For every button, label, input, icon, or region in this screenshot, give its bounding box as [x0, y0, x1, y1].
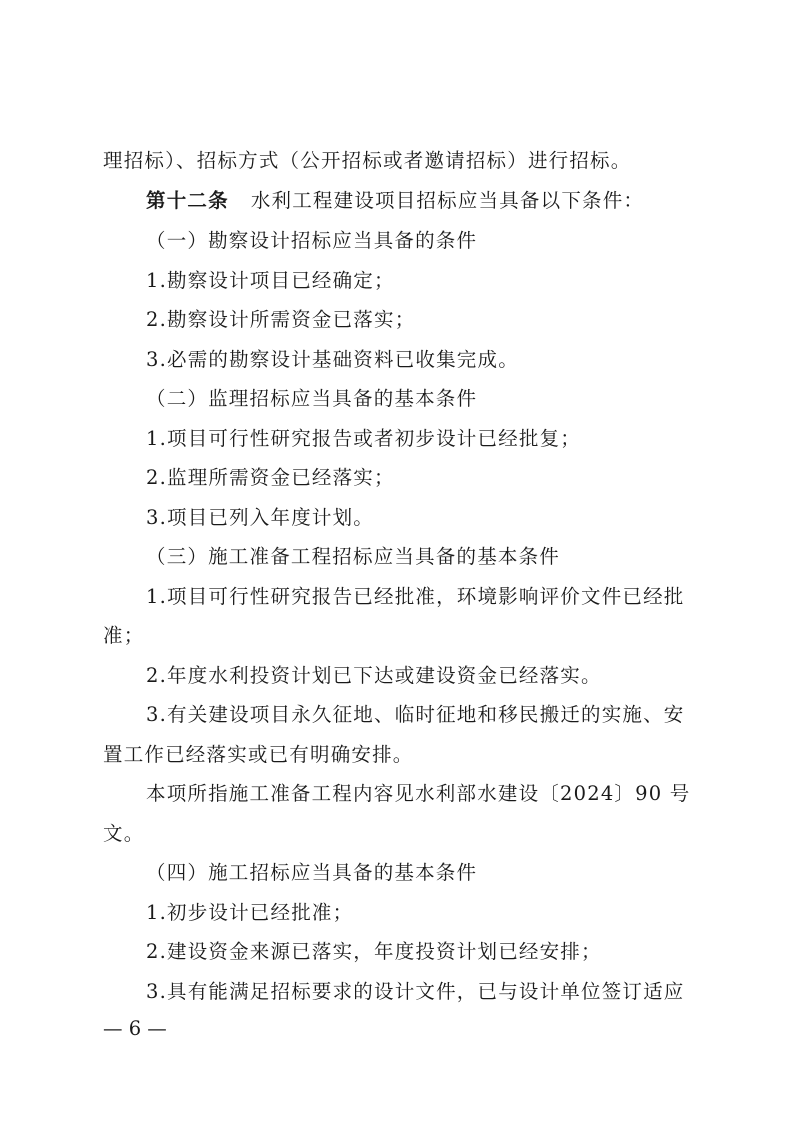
page-number: — 6 — [103, 1017, 167, 1040]
section-heading: （一）勘察设计招标应当具备的条件 [146, 229, 478, 252]
article-heading: 第十二条 [146, 189, 229, 212]
list-item: 3.必需的勘察设计基础资料已收集完成。 [146, 348, 519, 371]
article-text: 水利工程建设项目招标应当具备以下条件： [250, 189, 645, 212]
article-twelve-line [146, 187, 644, 215]
section-heading: （四）施工招标应当具备的基本条件 [146, 861, 478, 884]
paragraph-line: 本项所指施工准备工程内容见水利部水建设〔2024〕90 号 [146, 782, 691, 805]
list-item: 3.有关建设项目永久征地、临时征地和移民搬迁的实施、安 [146, 703, 685, 726]
list-item: 1.勘察设计项目已经确定； [146, 269, 395, 292]
list-item: 3.具有能满足招标要求的设计文件，已与设计单位签订适应 [146, 980, 685, 1003]
list-item-continuation: 置工作已经落实或已有明确安排。 [103, 743, 414, 766]
section-heading: （二）监理招标应当具备的基本条件 [146, 387, 478, 410]
list-item: 1.项目可行性研究报告已经批准，环境影响评价文件已经批 [146, 585, 685, 608]
list-item: 2.年度水利投资计划已下达或建设资金已经落实。 [146, 664, 602, 687]
paragraph-continuation: 文。 [103, 822, 145, 845]
section-heading: （三）施工准备工程招标应当具备的基本条件 [146, 545, 561, 568]
list-item-continuation: 准； [103, 624, 145, 647]
paragraph-line: 理招标）、招标方式（公开招标或者邀请招标）进行招标。 [103, 149, 632, 172]
list-item: 2.监理所需资金已经落实； [146, 466, 395, 489]
list-item: 3.项目已列入年度计划。 [146, 506, 375, 529]
list-item: 2.建设资金来源已落实，年度投资计划已经安排； [146, 940, 602, 963]
list-item: 2.勘察设计所需资金已落实； [146, 308, 416, 331]
list-item: 1.项目可行性研究报告或者初步设计已经批复； [146, 427, 582, 450]
list-item: 1.初步设计已经批准； [146, 901, 354, 924]
